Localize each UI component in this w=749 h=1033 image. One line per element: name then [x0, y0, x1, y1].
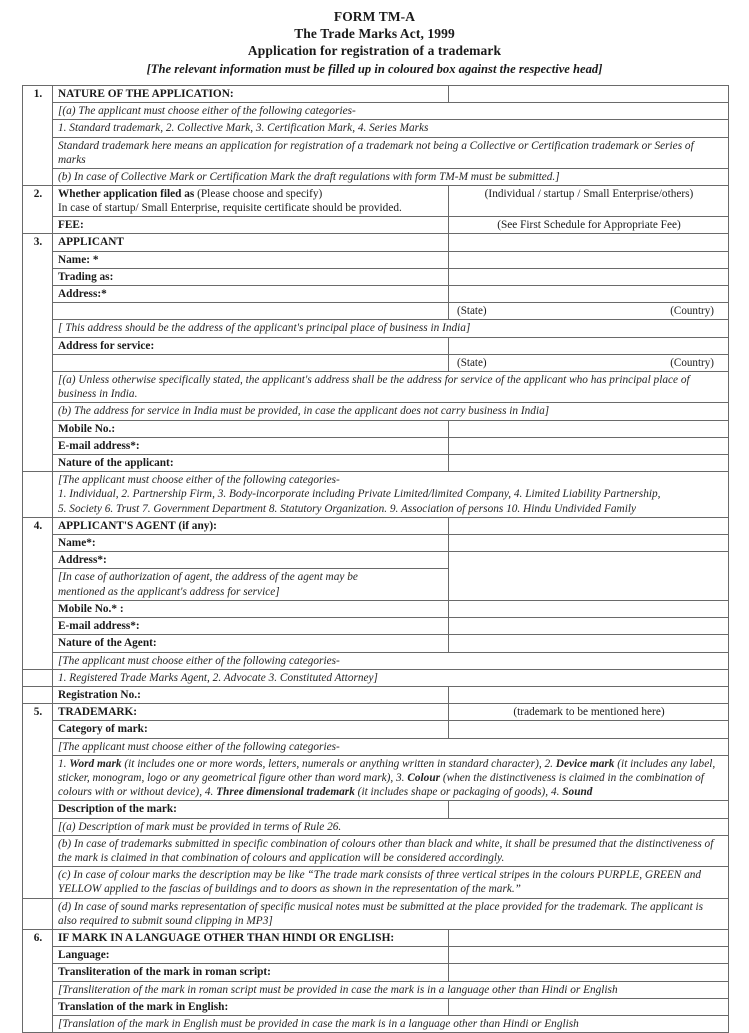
description-note-c: (c) In case of colour marks the description may be like “The trade mark consists of three vertical stripes in the colours PURPLE, GREEN and YELLOW applied to the fascias of buildings and to doors as shown in the representation of the mark.”: [53, 867, 729, 898]
agent-registration-field[interactable]: [449, 686, 729, 703]
address-for-service-field[interactable]: [449, 337, 729, 354]
act-title: The Trade Marks Act, 1999: [294, 26, 455, 41]
applicant-nature-note: [53, 472, 729, 518]
agent-address-note-line1: [In case of authorization of agent, the address of the agent may be: [58, 571, 358, 584]
table-row: [23, 652, 729, 669]
transliteration-field[interactable]: [449, 964, 729, 981]
table-row: [23, 600, 729, 617]
table-row: [23, 354, 729, 371]
transliteration-label: Transliteration of the mark in roman script:: [53, 964, 449, 981]
description-of-mark-field[interactable]: [449, 801, 729, 818]
agent-nature-field[interactable]: [449, 635, 729, 652]
table-row: [23, 981, 729, 998]
agent-address-note: [53, 569, 449, 600]
applicant-nature-note-line3: 5. Society 6. Trust 7. Government Department 8. Statutory Organization. 9. Association of persons 10. Hindu Undivided Family: [58, 502, 636, 515]
cat-p1: 1.: [58, 757, 70, 770]
category-note: [The applicant must choose either of the following categories-: [53, 738, 729, 755]
form-code: FORM TM-A: [333, 9, 416, 24]
section-number-4: 4.: [23, 517, 53, 669]
table-row: [23, 268, 729, 285]
table-row: [23, 320, 729, 337]
translation-note: [Translation of the mark in English must be provided in case the mark is in a language other than Hindi or English: [53, 1015, 729, 1032]
applicant-address-spacer: [53, 303, 449, 320]
applicant-nature-label: Nature of the applicant:: [53, 455, 449, 472]
applicant-address-note: [ This address should be the address of the applicant's principal place of business in India]: [53, 320, 729, 337]
agent-nature-note-line2: 1. Registered Trade Marks Agent, 2. Advocate 3. Constituted Attorney]: [53, 669, 729, 686]
trademark-field[interactable]: (trademark to be mentioned here): [449, 704, 729, 721]
section-number-1: 1.: [23, 86, 53, 186]
table-row: [23, 669, 729, 686]
cat-p3: (it includes any label, sticker, monogram, logo or any geometrical figure other than word mark), 3.: [58, 757, 716, 784]
category-of-mark-label: Category of mark:: [53, 721, 449, 738]
translation-label: Translation of the mark in English:: [53, 998, 449, 1015]
table-row: [23, 472, 729, 518]
agent-registration-label: Registration No.:: [53, 686, 449, 703]
table-row: [23, 337, 729, 354]
agent-email-label: E-mail address*:: [53, 618, 449, 635]
applicant-mobile-label: Mobile No.:: [53, 420, 449, 437]
table-row: [23, 755, 729, 801]
country-label: (Country): [670, 356, 714, 369]
table-row: [23, 801, 729, 818]
description-note-d: (d) In case of sound marks representation of specific musical notes must be submitted at the place provided for the trademark. The applicant is also required to submit sound clipping in MP3]: [53, 898, 729, 929]
table-row: [23, 635, 729, 652]
table-row: [23, 103, 729, 120]
section-number-2: 2.: [23, 186, 53, 234]
table-row: [23, 420, 729, 437]
table-row: [23, 721, 729, 738]
filed-as-bold-text: Whether application filed as: [58, 188, 195, 201]
table-row: [23, 738, 729, 755]
applicant-mobile-field[interactable]: [449, 420, 729, 437]
translation-field[interactable]: [449, 998, 729, 1015]
spacer-cell: [23, 686, 53, 703]
applicant-nature-note-line1: [The applicant must choose either of the following categories-: [58, 474, 340, 487]
applicant-name-field[interactable]: [449, 251, 729, 268]
table-row: [23, 535, 729, 552]
table-row: [23, 1015, 729, 1032]
table-row: [23, 835, 729, 866]
nature-of-application-field[interactable]: [449, 86, 729, 103]
table-row: [23, 455, 729, 472]
section-number-5: 5.: [23, 704, 53, 898]
agent-address-note-line2: mentioned as the applicant's address for service]: [58, 585, 280, 598]
trademark-label: TRADEMARK:: [53, 704, 449, 721]
address-for-service-label: Address for service:: [53, 337, 449, 354]
applicant-field[interactable]: [449, 234, 729, 251]
applicant-email-label: E-mail address*:: [53, 437, 449, 454]
table-row: [23, 372, 729, 403]
table-row: [23, 704, 729, 721]
category-list: [53, 755, 729, 801]
applicant-nature-note-line2: 1. Individual, 2. Partnership Firm, 3. Body-incorporate including Private Limited/limited Company, 4. Limited Liability Partnership,: [58, 488, 661, 501]
cat-p4: (when the distinctiveness is claimed in the combination of colours with or without device), 4.: [58, 771, 704, 799]
service-note-b: (b) The address for service in India must be provided, in case the applicant does not carry business in India]: [53, 403, 729, 420]
applicant-address-label: Address:*: [53, 286, 449, 303]
table-row: [23, 686, 729, 703]
applicant-label: APPLICANT: [53, 234, 449, 251]
table-row: [23, 818, 729, 835]
agent-name-label: Name*:: [53, 535, 449, 552]
cat-three-dimensional: Three dimensional trademark: [216, 786, 355, 799]
applicant-name-label: Name: *: [53, 251, 449, 268]
agent-email-field[interactable]: [449, 618, 729, 635]
document-header: [0, 0, 749, 78]
nature-categories: 1. Standard trademark, 2. Collective Mark, 3. Certification Mark, 4. Series Marks: [53, 120, 729, 137]
application-subtitle: Application for registration of a trademark: [247, 43, 502, 58]
service-state-country-field[interactable]: [449, 354, 729, 371]
application-filed-as-field[interactable]: (Individual / startup / Small Enterprise/others): [449, 186, 729, 217]
state-label: (State): [457, 305, 487, 318]
table-row: [23, 998, 729, 1015]
table-row: [23, 403, 729, 420]
table-row: [23, 251, 729, 268]
table-row: [23, 186, 729, 217]
spacer-cell: [23, 669, 53, 686]
country-label: (Country): [670, 305, 714, 318]
table-row: [23, 169, 729, 186]
table-row: [23, 947, 729, 964]
nature-note-a: [(a) The applicant must choose either of the following categories-: [53, 103, 729, 120]
agent-name-field[interactable]: [449, 535, 729, 552]
table-row: [23, 618, 729, 635]
applicant-state-country-field[interactable]: [449, 303, 729, 320]
filed-as-hint-text: (Please choose and specify): [197, 188, 323, 201]
agent-nature-note-line1: [The applicant must choose either of the following categories-: [53, 652, 729, 669]
cat-device-mark: Device mark: [555, 757, 615, 770]
table-row: [23, 517, 729, 534]
agent-mobile-label: Mobile No.* :: [53, 600, 449, 617]
filed-as-second-line: In case of startup/ Small Enterprise, requisite certificate should be provided.: [58, 202, 402, 215]
language-label: Language:: [53, 947, 449, 964]
spacer-cell: [23, 898, 53, 929]
table-row: [23, 234, 729, 251]
applicant-trading-as-label: Trading as:: [53, 268, 449, 285]
table-row: [23, 120, 729, 137]
table-row: [23, 437, 729, 454]
cat-sound: Sound: [562, 786, 593, 799]
agent-field: [449, 517, 729, 534]
table-row: [23, 86, 729, 103]
agent-label: APPLICANT'S AGENT (if any):: [53, 517, 449, 534]
trademark-application-table: [22, 85, 729, 1033]
service-note-a: [(a) Unless otherwise specifically stated, the applicant's address shall be the address for service of the applicant who has principal place of business in India.: [53, 372, 729, 403]
agent-mobile-field[interactable]: [449, 600, 729, 617]
table-row: [23, 867, 729, 898]
cat-word-mark: Word mark: [69, 757, 122, 770]
table-row: [23, 137, 729, 168]
applicant-address-field[interactable]: [449, 286, 729, 303]
applicant-nature-field[interactable]: [449, 455, 729, 472]
spacer-cell: [23, 472, 53, 518]
agent-nature-label: Nature of the Agent:: [53, 635, 449, 652]
description-note-b: (b) In case of trademarks submitted in specific combination of colours other than black and white, it shall be presumed that the distinctiveness of the mark is claimed in that combination of colours and application will be considered accordingly.: [53, 835, 729, 866]
table-row: [23, 964, 729, 981]
nature-note-b: (b) In case of Collective Mark or Certification Mark the draft regulations with form TM-M must be submitted.]: [53, 169, 729, 186]
fee-field[interactable]: (See First Schedule for Appropriate Fee): [449, 217, 729, 234]
applicant-email-field[interactable]: [449, 437, 729, 454]
transliteration-note: [Transliteration of the mark in roman script must be provided in case the mark is in a language other than Hindi or English: [53, 981, 729, 998]
description-of-mark-label: Description of the mark:: [53, 801, 449, 818]
agent-address-field[interactable]: [449, 552, 729, 601]
other-language-field: [449, 929, 729, 946]
cat-p2: (it includes one or more words, letters, numerals or anything written in standard character), 2.: [121, 757, 556, 770]
table-row: [23, 217, 729, 234]
cat-colour: Colour: [407, 771, 440, 784]
applicant-trading-as-field[interactable]: [449, 268, 729, 285]
other-language-label: IF MARK IN A LANGUAGE OTHER THAN HINDI OR ENGLISH:: [53, 929, 449, 946]
language-field[interactable]: [449, 947, 729, 964]
section-number-6: 6.: [23, 929, 53, 1032]
table-row: [23, 929, 729, 946]
nature-of-application-label: NATURE OF THE APPLICATION:: [53, 86, 449, 103]
fill-instruction: [The relevant information must be filled up in coloured box against the respective head]: [146, 62, 603, 76]
agent-address-label: Address*:: [53, 552, 449, 569]
fee-label: FEE:: [53, 217, 449, 234]
table-row: [23, 303, 729, 320]
cat-p5: (it includes shape or packaging of goods), 4.: [354, 786, 563, 799]
description-note-a: [(a) Description of mark must be provided in terms of Rule 26.: [53, 818, 729, 835]
table-row: [23, 898, 729, 929]
section-number-3: 3.: [23, 234, 53, 472]
table-row: [23, 552, 729, 569]
application-filed-as-label: [53, 186, 449, 217]
table-row: [23, 286, 729, 303]
address-for-service-spacer: [53, 354, 449, 371]
state-label: (State): [457, 356, 487, 369]
standard-trademark-definition: Standard trademark here means an application for registration of a trademark not being a Collective or Certification trademark or Series of marks: [53, 137, 729, 168]
category-of-mark-field[interactable]: [449, 721, 729, 738]
